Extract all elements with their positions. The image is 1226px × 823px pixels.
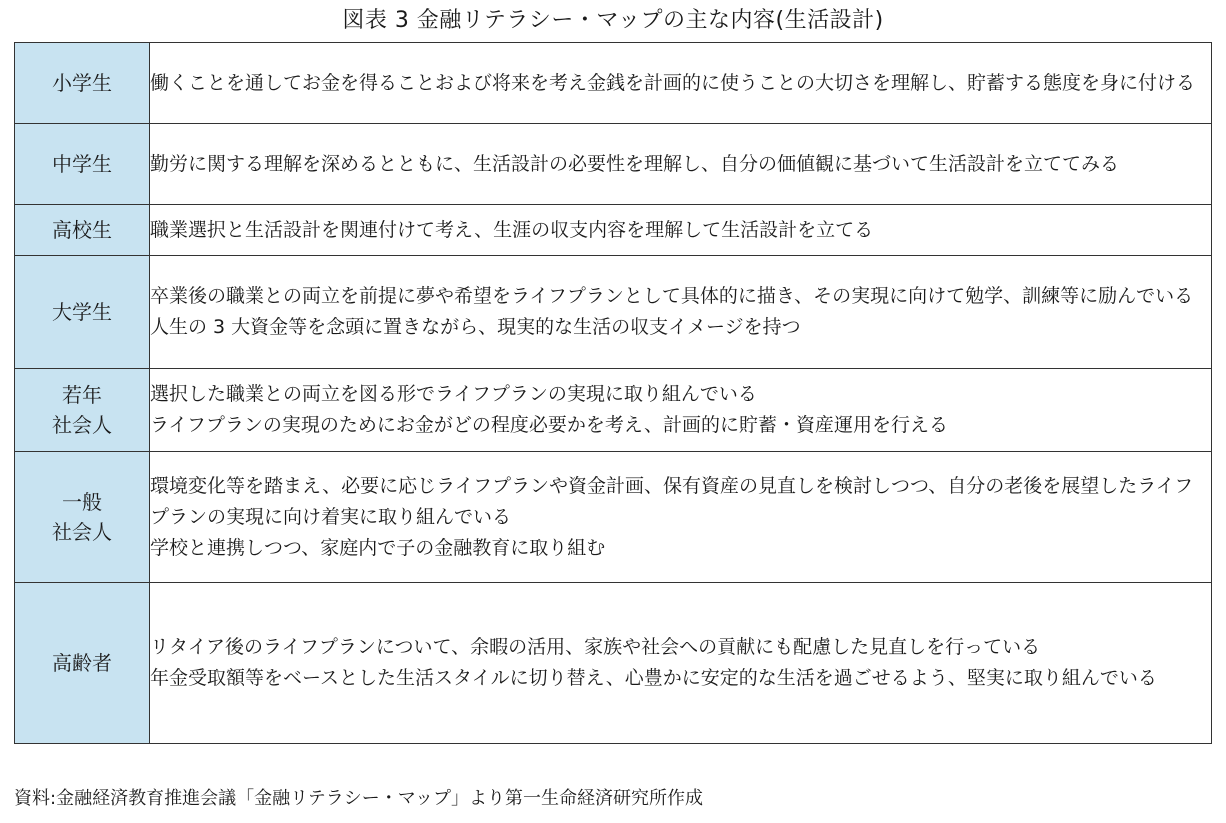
content-line: 働くことを通してお金を得ることおよび将来を考え金銭を計画的に使うことの大切さを理解し、貯蓄する態度を身に付ける	[150, 71, 1196, 94]
content-line: 学校と連携しつつ、家庭内で子の金融教育に取り組む	[150, 536, 606, 559]
content-line: ライフプランの実現のためにお金がどの程度必要かを考え、計画的に貯蓄・資産運用を行える	[150, 414, 949, 436]
content-line: 環境変化等を踏まえ、必要に応じライフプランや資金計画、保有資産の見直しを検討しつつ、自分の老後を展望したライフプランの実現に向け着実に取り組んでいる	[150, 474, 1194, 528]
life-stage-label: 小学生	[52, 71, 112, 95]
table-row	[15, 369, 1212, 452]
content-cell	[150, 452, 1212, 583]
life-stage-cell	[15, 452, 150, 583]
table-body	[15, 43, 1212, 744]
table-row	[15, 583, 1212, 744]
life-stage-label: 社会人	[52, 520, 112, 544]
table-row	[15, 205, 1212, 256]
life-stage-cell	[15, 256, 150, 369]
life-stage-cell	[15, 205, 150, 256]
content-line: リタイア後のライフプランについて、余暇の活用、家族や社会への貢献にも配慮した見直しを行っている	[150, 636, 1041, 658]
content-cell	[150, 583, 1212, 744]
content-cell	[150, 43, 1212, 124]
life-stage-cell	[15, 583, 150, 744]
life-stage-label: 高齢者	[52, 651, 112, 675]
life-stage-cell	[15, 43, 150, 124]
content-line: 勤労に関する理解を深めるとともに、生活設計の必要性を理解し、自分の価値観に基づいて生活設計を立ててみる	[150, 152, 1120, 175]
figure-title: 図表 3 金融リテラシー・マップの主な内容(生活設計)	[342, 8, 884, 33]
table-row	[15, 124, 1212, 205]
source-note: 資料:金融経済教育推進会議「金融リテラシー・マップ」より第一生命経済研究所作成	[14, 788, 703, 809]
table-row	[15, 256, 1212, 369]
table-row	[15, 43, 1212, 124]
literacy-map-table	[14, 42, 1212, 744]
life-stage-label: 中学生	[52, 152, 112, 176]
content-line: 年金受取額等をベースとした生活スタイルに切り替え、心豊かに安定的な生活を過ごせるよう、堅実に取り組んでいる	[150, 667, 1157, 689]
content-cell	[150, 369, 1212, 452]
content-cell	[150, 205, 1212, 256]
life-stage-cell	[15, 124, 150, 205]
content-cell	[150, 256, 1212, 369]
life-stage-label: 一般	[62, 490, 102, 514]
content-line: 職業選択と生活設計を関連付けて考え、生涯の収支内容を理解して生活設計を立てる	[150, 218, 874, 241]
life-stage-label: 大学生	[52, 300, 112, 324]
content-line: 人生の 3 大資金等を念頭に置きながら、現実的な生活の収支イメージを持つ	[150, 316, 801, 338]
life-stage-label: 社会人	[52, 413, 112, 437]
life-stage-label: 若年	[62, 383, 102, 407]
life-stage-label: 高校生	[52, 218, 112, 242]
table-row	[15, 452, 1212, 583]
content-line: 選択した職業との両立を図る形でライフプランの実現に取り組んでいる	[150, 383, 757, 405]
life-stage-cell	[15, 369, 150, 452]
content-cell	[150, 124, 1212, 205]
content-line: 卒業後の職業との両立を前提に夢や希望をライフプランとして具体的に描き、その実現に向けて勉学、訓練等に励んでいる	[150, 285, 1194, 307]
